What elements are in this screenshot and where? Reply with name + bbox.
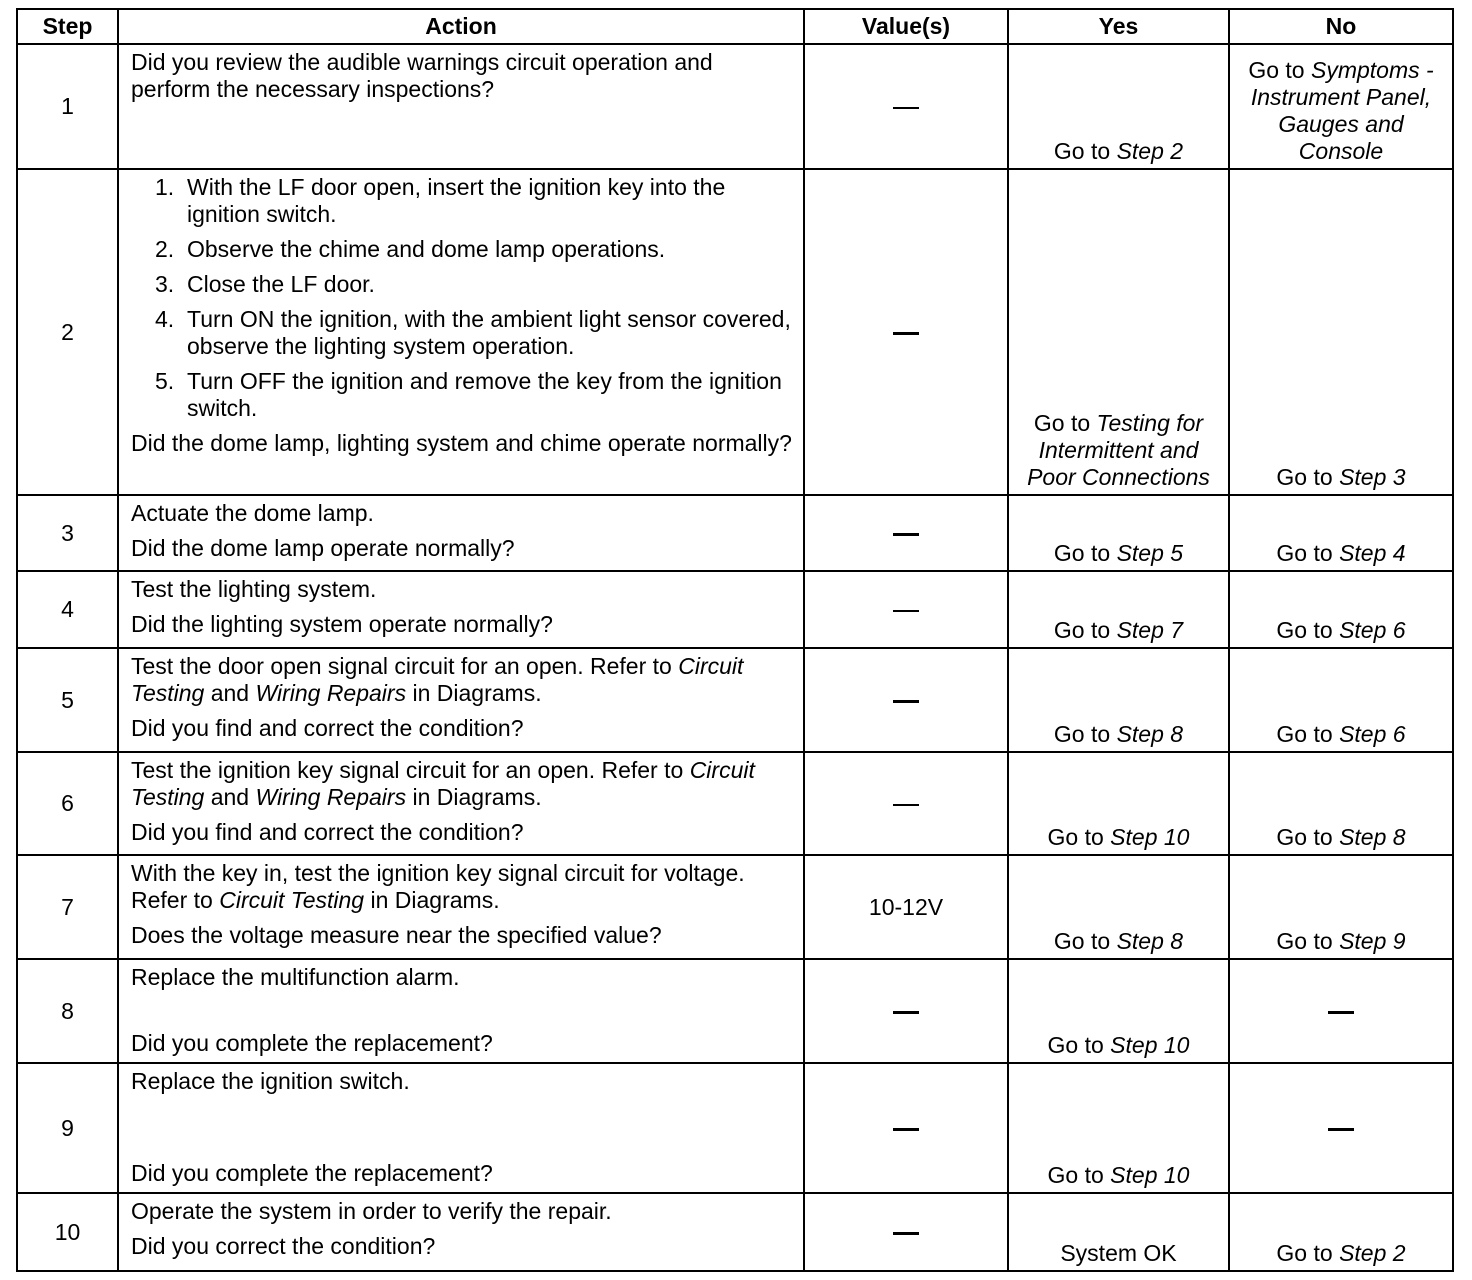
yes-cell: Go to Step 8 bbox=[1008, 648, 1229, 752]
header-no: No bbox=[1229, 9, 1453, 44]
list-item: 4. Turn ON the ignition, with the ambient light sensor covered, observe the lighting system operation. bbox=[155, 306, 791, 359]
table-row bbox=[17, 855, 1453, 959]
no-cell: Go to Step 6 bbox=[1229, 648, 1453, 752]
action-cell bbox=[118, 855, 804, 959]
list-item: 2. Observe the chime and dome lamp operations. bbox=[155, 236, 666, 262]
question-text: Did the lighting system operate normally? bbox=[131, 611, 553, 637]
yes-cell: Go to Testing for Intermittent and Poor Connections bbox=[1008, 169, 1229, 495]
dash-mark bbox=[893, 107, 919, 110]
table-row bbox=[17, 169, 1453, 495]
no-cell: Go to Step 6 bbox=[1229, 571, 1453, 648]
link-text: Step 10 bbox=[1110, 824, 1190, 850]
question-text: Does the voltage measure near the specified value? bbox=[131, 922, 662, 948]
value-cell bbox=[804, 571, 1008, 648]
value-cell bbox=[804, 648, 1008, 752]
link-text: Step 2 bbox=[1116, 138, 1184, 164]
value-cell bbox=[804, 1193, 1008, 1271]
action-cell bbox=[118, 959, 804, 1063]
step-number: 3 bbox=[17, 495, 118, 571]
header-action: Action bbox=[118, 9, 804, 44]
no-cell bbox=[1229, 959, 1453, 1063]
step-number: 7 bbox=[17, 855, 118, 959]
value-cell bbox=[804, 169, 1008, 495]
no-cell: Go to Step 2 bbox=[1229, 1193, 1453, 1271]
link-text: Testing for Intermittent and Poor Connections bbox=[1027, 410, 1210, 490]
link-text: Step 7 bbox=[1116, 617, 1184, 643]
action-cell bbox=[118, 495, 804, 571]
list-item: 5. Turn OFF the ignition and remove the key from the ignition switch. bbox=[155, 368, 782, 421]
question-text: Did you review the audible warnings circuit operation and perform the necessary inspections? bbox=[131, 49, 713, 102]
link-text: Step 5 bbox=[1116, 540, 1184, 566]
table-row bbox=[17, 959, 1453, 1063]
step-number: 9 bbox=[17, 1063, 118, 1193]
step-number: 6 bbox=[17, 752, 118, 855]
action-text: Test the ignition key signal circuit for an open. Refer to Circuit Testing and Wiring Repairs in Diagrams. bbox=[131, 757, 755, 810]
question-text: Did you complete the replacement? bbox=[131, 1160, 493, 1186]
table-row bbox=[17, 571, 1453, 648]
header-step: Step bbox=[17, 9, 118, 44]
table-row bbox=[17, 44, 1453, 169]
dash-mark bbox=[893, 1128, 919, 1131]
step-number: 1 bbox=[17, 44, 118, 169]
action-text: Replace the ignition switch. bbox=[131, 1068, 410, 1094]
question-text: Did the dome lamp operate normally? bbox=[131, 535, 515, 561]
action-cell bbox=[118, 571, 804, 648]
list-item: 1. With the LF door open, insert the ignition key into the ignition switch. bbox=[155, 174, 726, 227]
yes-cell: Go to Step 7 bbox=[1008, 571, 1229, 648]
link-text: Step 8 bbox=[1116, 721, 1184, 747]
link-text: Step 9 bbox=[1339, 928, 1406, 954]
link-text: Step 2 bbox=[1339, 1240, 1406, 1266]
step-number: 8 bbox=[17, 959, 118, 1063]
link-text: Step 6 bbox=[1339, 721, 1406, 747]
dash-mark bbox=[893, 804, 919, 807]
yes-cell: Go to Step 10 bbox=[1008, 959, 1229, 1063]
action-cell bbox=[118, 752, 804, 855]
header-yes: Yes bbox=[1008, 9, 1229, 44]
link-text: Step 8 bbox=[1116, 928, 1184, 954]
no-cell: Go to Step 3 bbox=[1229, 169, 1453, 495]
link-text: Step 8 bbox=[1339, 824, 1406, 850]
yes-cell: System OK bbox=[1008, 1193, 1229, 1271]
dash-mark bbox=[893, 1011, 919, 1014]
header-values: Value(s) bbox=[804, 9, 1008, 44]
action-text: Replace the multifunction alarm. bbox=[131, 964, 460, 990]
value-cell bbox=[804, 495, 1008, 571]
action-text: Operate the system in order to verify the repair. bbox=[131, 1198, 612, 1224]
action-text: With the key in, test the ignition key signal circuit for voltage. Refer to Circuit Testing in Diagrams. bbox=[131, 860, 745, 913]
table-row bbox=[17, 1063, 1453, 1193]
question-text: Did you find and correct the condition? bbox=[131, 715, 524, 741]
yes-cell: Go to Step 5 bbox=[1008, 495, 1229, 571]
dash-mark bbox=[893, 332, 919, 335]
no-cell: Go to Step 9 bbox=[1229, 855, 1453, 959]
header-row bbox=[17, 9, 1453, 44]
question-text: Did you find and correct the condition? bbox=[131, 819, 524, 845]
yes-cell: Go to Step 10 bbox=[1008, 752, 1229, 855]
link-text: Step 3 bbox=[1339, 464, 1406, 490]
step-number: 5 bbox=[17, 648, 118, 752]
step-number: 10 bbox=[17, 1193, 118, 1271]
value-cell bbox=[804, 1063, 1008, 1193]
dash-mark bbox=[893, 700, 919, 703]
dash-mark bbox=[893, 610, 919, 613]
table-row bbox=[17, 1193, 1453, 1271]
no-cell: Go to Step 4 bbox=[1229, 495, 1453, 571]
link-text: Step 6 bbox=[1339, 617, 1406, 643]
action-text: Actuate the dome lamp. bbox=[131, 500, 374, 526]
step-number: 4 bbox=[17, 571, 118, 648]
dash-mark bbox=[1328, 1011, 1354, 1014]
action-cell bbox=[118, 648, 804, 752]
link-text: Step 10 bbox=[1110, 1032, 1190, 1058]
question-text: Did the dome lamp, lighting system and chime operate normally? bbox=[131, 430, 792, 456]
action-cell bbox=[118, 169, 804, 495]
table-row bbox=[17, 495, 1453, 571]
yes-cell: Go to Step 8 bbox=[1008, 855, 1229, 959]
table-row bbox=[17, 648, 1453, 752]
no-cell: Go to Step 8 bbox=[1229, 752, 1453, 855]
link-text: Symptoms - Instrument Panel, Gauges and Console bbox=[1250, 57, 1434, 164]
list-item: 3. Close the LF door. bbox=[155, 271, 375, 297]
link-text: Step 10 bbox=[1110, 1162, 1190, 1188]
dash-mark bbox=[893, 533, 919, 536]
action-cell bbox=[118, 1193, 804, 1271]
value-cell bbox=[804, 752, 1008, 855]
dash-mark bbox=[893, 1232, 919, 1235]
link-text: Step 4 bbox=[1339, 540, 1406, 566]
diagnostic-table bbox=[16, 8, 1452, 1268]
no-cell: Go to Symptoms - Instrument Panel, Gauges and Console bbox=[1229, 44, 1453, 169]
question-text: Did you complete the replacement? bbox=[131, 1030, 493, 1056]
step-number: 2 bbox=[17, 169, 118, 495]
value-cell bbox=[804, 959, 1008, 1063]
action-cell bbox=[118, 1063, 804, 1193]
dash-mark bbox=[1328, 1128, 1354, 1131]
action-cell bbox=[118, 44, 804, 169]
yes-cell: Go to Step 10 bbox=[1008, 1063, 1229, 1193]
yes-cell: Go to Step 2 bbox=[1008, 44, 1229, 169]
question-text: Did you correct the condition? bbox=[131, 1233, 436, 1259]
procedure-list bbox=[131, 174, 793, 422]
value-cell bbox=[804, 44, 1008, 169]
action-text: Test the door open signal circuit for an open. Refer to Circuit Testing and Wiring Repairs in Diagrams. bbox=[131, 653, 744, 706]
value-cell: 10-12V bbox=[804, 855, 1008, 959]
table-row bbox=[17, 752, 1453, 855]
no-cell bbox=[1229, 1063, 1453, 1193]
action-text: Test the lighting system. bbox=[131, 576, 377, 602]
